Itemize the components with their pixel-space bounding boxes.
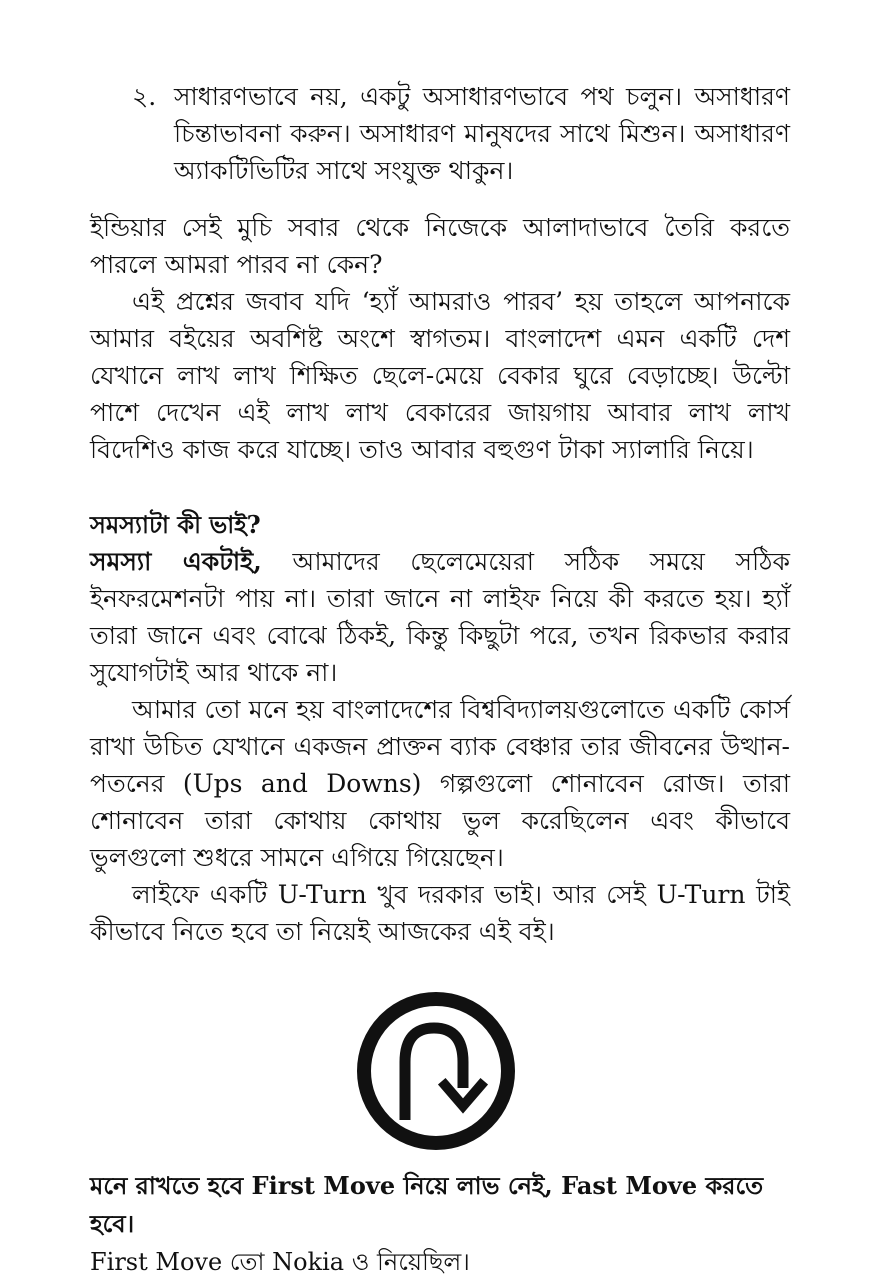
sign-ring [364, 999, 508, 1143]
u-turn-path [405, 1028, 463, 1120]
paragraph-welcome: এই প্রশ্নের জবাব যদি ‘হ্যাঁ আমরাও পারব’ হয় তাহলে আপনাকে আমার বইয়ের অবশিষ্ট অংশে স্বাগতম। বাংলাদেশ এমন একটি দেশ যেখানে লাখ লাখ শিক্ষিত ছেলে-মেয়ে বেকার ঘুরে বেড়াচ্ছে। উল্টো পাশে দেখেন এই লাখ লাখ বেকারের জায়গায় আবার লাখ লাখ বিদেশিও কাজ করে যাচ্ছে। তাও আবার বহুগুণ টাকা স্যালারি নিয়ে। [90, 287, 790, 464]
paragraph-cobbler: ইন্ডিয়ার সেই মুচি সবার থেকে নিজেকে আলাদাভাবে তৈরি করতে পারলে আমরা পারব না কেন? [90, 213, 790, 279]
numbered-item [132, 78, 790, 189]
footer-note [90, 1167, 790, 1281]
paragraph-problem [90, 543, 790, 691]
item-text: সাধারণভাবে নয়, একটু অসাধারণভাবে পথ চলুন। অসাধারণ চিন্তাভাবনা করুন। অসাধারণ মানুষদের সাথে মিশুন। অসাধারণ অ্যাকটিভিটির সাথে সংযুক্ত থাকুন। [174, 82, 790, 185]
problem-lead: সমস্যা একটাই, [90, 547, 262, 576]
footer-line-2: First Move তো Nokia ও নিয়েছিল। [90, 1248, 470, 1276]
arrow-head [445, 1085, 481, 1106]
u-turn-sign-svg [355, 990, 517, 1152]
paragraph-course: আমার তো মনে হয় বাংলাদেশের বিশ্ববিদ্যালয়গুলোতে একটি কোর্স রাখা উচিত যেখানে একজন প্রাক্তন ব্যাক বেঞ্চার তার জীবনের উত্থান-পতনের (Ups and Downs) গল্পগুলো শোনাবেন রোজ। তারা শোনাবেন তারা কোথায় কোথায় ভুল করেছিলেন এবং কীভাবে ভুলগুলো শুধরে সামনে এগিয়ে গিয়েছেন। [90, 695, 790, 872]
item-number: ২. [132, 82, 157, 111]
section-heading: সমস্যাটা কী ভাই? [90, 510, 261, 539]
paragraph-u-turn: লাইফে একটি U-Turn খুব দরকার ভাই। আর সেই U-Turn টাই কীভাবে নিতে হবে তা নিয়েই আজকের এই বই। [90, 880, 790, 946]
page-body [90, 78, 790, 950]
footer-line-1: মনে রাখতে হবে First Move নিয়ে লাভ নেই, Fast Move করতে হবে। [90, 1171, 764, 1238]
problem-rest: আমাদের ছেলেমেয়েরা সঠিক সময়ে সঠিক ইনফরমেশনটা পায় না। তারা জানে না লাইফ নিয়ে কী করতে হয়। হ্যাঁ তারা জানে এবং বোঝে ঠিকই, কিন্তু কিছুটা পরে, তখন রিকভার করার সুযোগটাই আর থাকে না। [90, 547, 791, 687]
u-turn-icon [355, 990, 517, 1152]
